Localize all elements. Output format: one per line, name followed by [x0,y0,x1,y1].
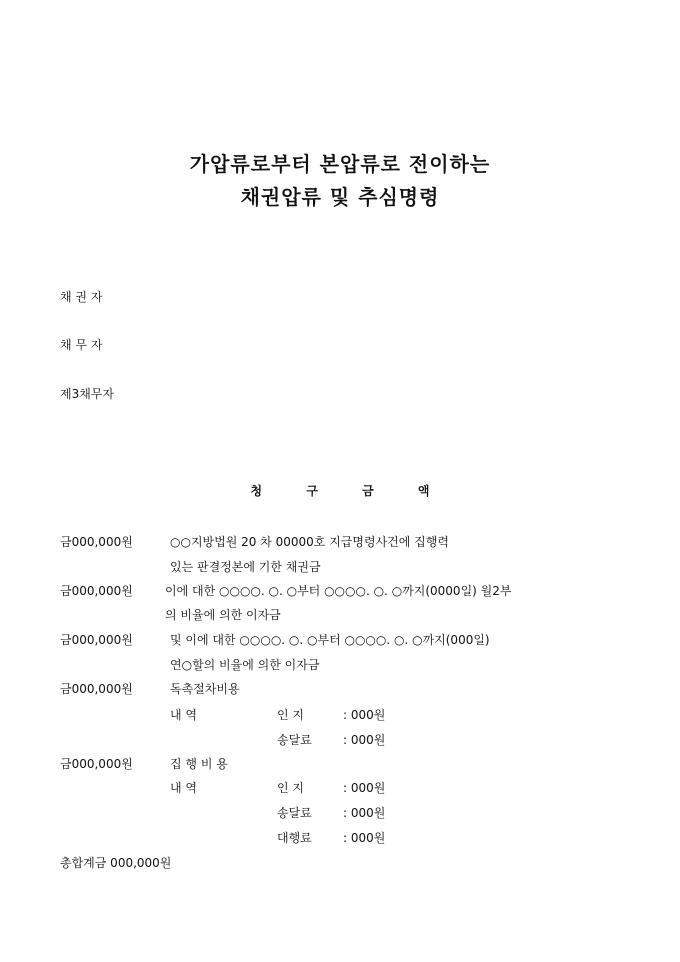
claim-description: 의 비율에 의한 이자금 [165,608,281,622]
title-line-2: 채권압류 및 추심명령 [240,185,440,209]
claim-description: ○○지방법원 20 차 00000호 지급명령사건에 집행력 [170,535,449,549]
claim-amount: 금000,000원 [60,757,133,771]
claim-description: 있는 판결정본에 기한 채권금 [170,560,321,574]
item-label: 인 지 [277,708,304,722]
item-label: 인 지 [277,781,304,795]
heading-char: 구 [306,484,318,498]
third-debtor-label: 제3채무자 [60,387,115,401]
item-value: : 000원 [343,708,386,722]
item-value: : 000원 [343,831,386,845]
detail-label: 내 역 [170,708,197,722]
claim-amount: 금000,000원 [60,535,133,549]
item-label: 대행료 [277,831,312,845]
detail-label: 내 역 [170,781,197,795]
claim-description: 집 행 비 용 [170,757,228,771]
title-line-1: 가압류로부터 본압류로 전이하는 [189,152,491,176]
heading-char: 금 [362,484,374,498]
claim-description: 독촉절차비용 [170,682,240,696]
claim-amount-heading [0,482,680,499]
claim-description: 및 이에 대한 ○○○○. ○. ○부터 ○○○○. ○. ○까지(000일) [170,633,490,647]
claim-amount: 금000,000원 [60,584,133,598]
heading-char: 청 [250,484,263,498]
claim-description: 이에 대한 ○○○○. ○. ○부터 ○○○○. ○. ○까지(0000일) 월2부 [165,584,512,598]
creditor-label: 채 권 자 [60,290,103,304]
claim-amount: 금000,000원 [60,682,133,696]
heading-char: 액 [417,484,430,498]
item-label: 송달료 [277,733,312,747]
item-value: : 000원 [343,781,386,795]
debtor-label: 채 무 자 [60,338,103,352]
claim-amount: 금000,000원 [60,633,133,647]
total-amount: 총합계금 000,000원 [60,856,172,870]
item-value: : 000원 [343,806,386,820]
claim-description: 연○할의 비율에 의한 이자금 [170,658,320,672]
item-value: : 000원 [343,733,386,747]
item-label: 송달료 [277,806,312,820]
